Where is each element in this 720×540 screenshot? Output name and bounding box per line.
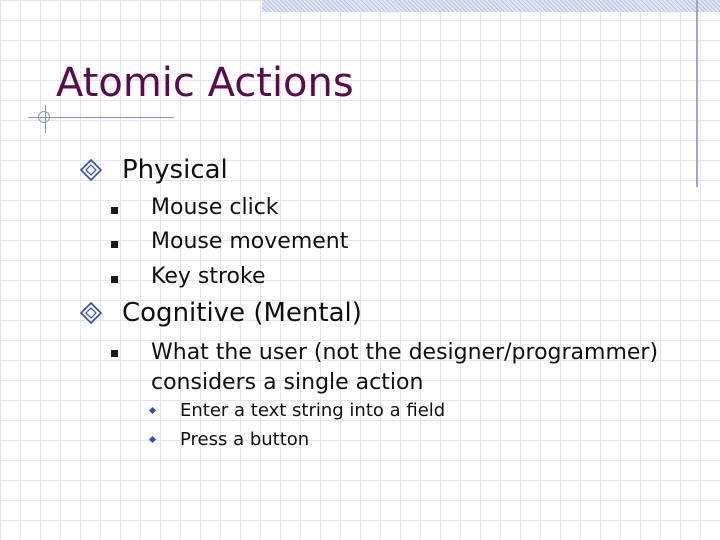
description-line-1: What the user (not the designer/programmer) (151, 340, 659, 365)
diamond-outline-icon (80, 159, 102, 181)
bullet-cognitive: Cognitive (Mental) (122, 298, 362, 328)
small-diamond-bullet-icon (149, 436, 156, 443)
bullet-cognitive-description (151, 338, 658, 398)
slide-title: Atomic Actions (56, 60, 354, 106)
square-bullet-icon (111, 276, 118, 283)
title-crosshair-ring (38, 111, 50, 123)
small-diamond-bullet-icon (149, 407, 156, 414)
subbullet-press-button: Press a button (180, 429, 310, 450)
bullet-mouse-movement: Mouse movement (151, 229, 349, 254)
square-bullet-icon (111, 241, 118, 248)
bullet-mouse-click: Mouse click (151, 195, 279, 220)
bullet-physical: Physical (122, 155, 228, 185)
header-pattern-band (262, 0, 720, 12)
diamond-outline-icon (80, 302, 102, 324)
description-line-2: considers a single action (151, 370, 424, 395)
bullet-key-stroke: Key stroke (151, 264, 266, 289)
square-bullet-icon (111, 350, 118, 357)
subbullet-enter-text: Enter a text string into a field (180, 400, 446, 421)
right-accent-line (696, 0, 698, 187)
square-bullet-icon (111, 207, 118, 214)
